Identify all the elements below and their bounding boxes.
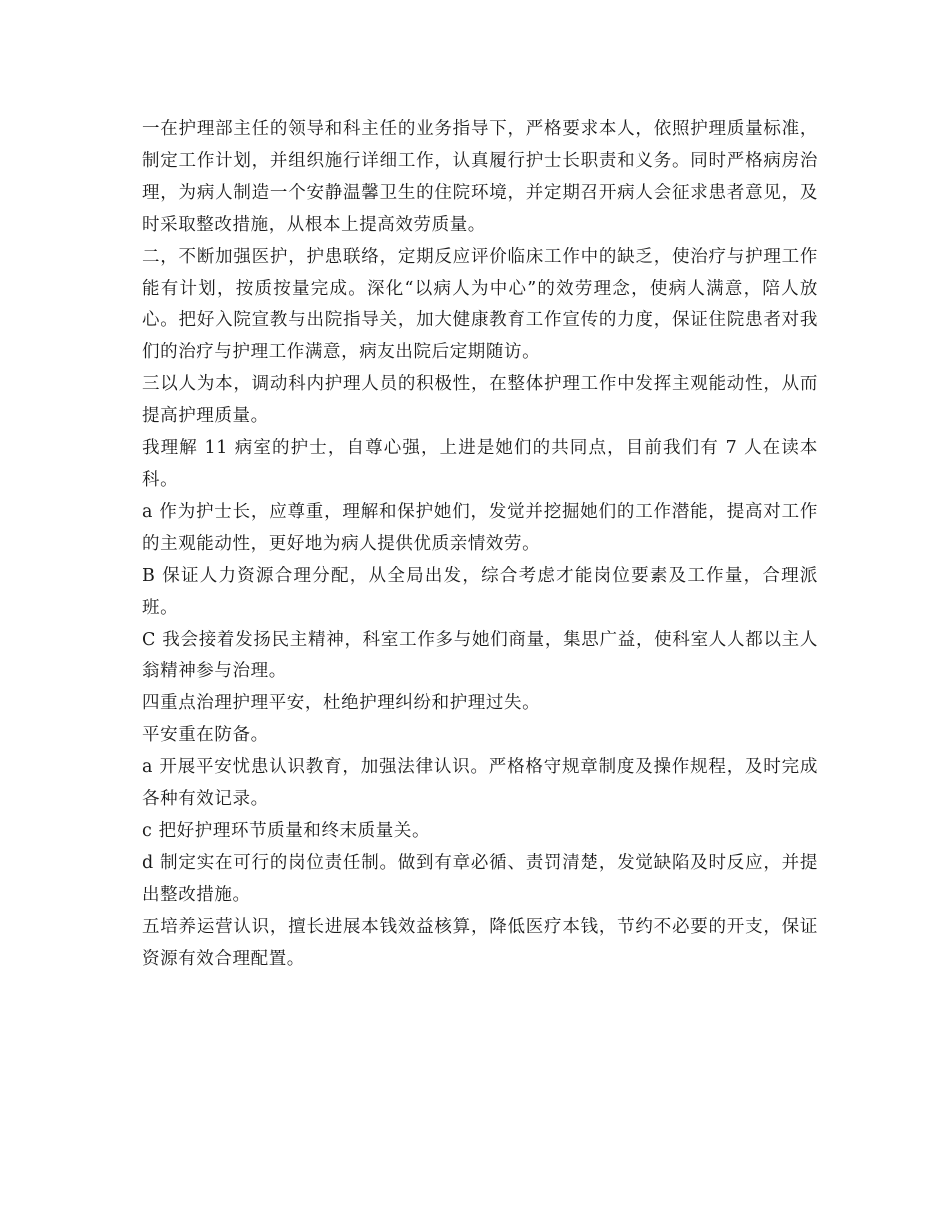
paragraph-10: a 开展平安忧患认识教育，加强法律认识。严格格守规章制度及操作规程，及时完成各种有效记录。 (142, 757, 818, 810)
paragraph-11: c 把好护理环节质量和终末质量关。 (142, 820, 431, 841)
paragraph-1: 一在护理部主任的领导和科主任的业务指导下，严格要求本人，依照护理质量标准，制定工作计划，并组织施行详细工作，认真履行护士长职责和义务。同时严格病房治理，为病人制造一个安静温馨卫生的住院环境，并定期召开病人会征求患者意见，及时采取整改措施，从根本上提高效劳质量。 (142, 119, 818, 235)
paragraph-7: C 我会接着发扬民主精神，科室工作多与她们商量，集思广益，使科室人人都以主人翁精神参与治理。 (142, 629, 818, 682)
paragraph-4: 我理解 11 病室的护士，自尊心强，上进是她们的共同点，目前我们有 7 人在读本科。 (142, 438, 818, 490)
paragraph-13: 五培养运营认识，擅长进展本钱效益核算，降低医疗本钱，节约不必要的开支，保证资源有效合理配置。 (142, 916, 818, 969)
paragraph-5: a 作为护士长，应尊重，理解和保护她们，发觉并挖掘她们的工作潜能，提高对工作的主观能动性，更好地为病人提供优质亲情效劳。 (142, 501, 818, 554)
paragraph-8: 四重点治理护理平安，杜绝护理纠纷和护理过失。 (142, 693, 541, 714)
paragraph-3: 三以人为本，调动科内护理人员的积极性，在整体护理工作中发挥主观能动性，从而提高护理质量。 (142, 374, 818, 427)
paragraph-6: B 保证人力资源合理分配，从全局出发，综合考虑才能岗位要素及工作量，合理派班。 (142, 565, 818, 618)
paragraph-12: d 制定实在可行的岗位责任制。做到有章必循、责罚清楚，发觉缺陷及时反应，并提出整改措施。 (142, 852, 818, 905)
paragraph-2: 二，不断加强医护，护患联络，定期反应评价临床工作中的缺乏，使治疗与护理工作能有计划，按质按量完成。深化“以病人为中心”的效劳理念，使病人满意，陪人放心。把好入院宣教与出院指导关，加大健康教育工作宣传的力度，保证住院患者对我们的治疗与护理工作满意，病友出院后定期随访。 (142, 246, 818, 363)
paragraph-9: 平安重在防备。 (142, 725, 269, 746)
document-body (142, 114, 818, 975)
